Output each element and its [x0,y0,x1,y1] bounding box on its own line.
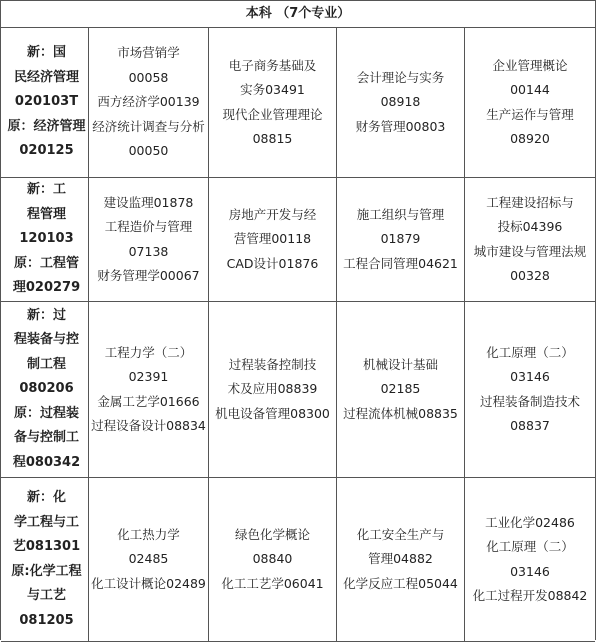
major-name-line: 程080342 [12,454,81,470]
table-row [1,28,595,178]
course-line: 07138 [128,243,169,259]
course-line: 00328 [510,268,550,283]
course-line: 过程装备控制技 [228,356,317,372]
course-line: 00050 [128,143,169,159]
major-name-line: 程装备与控 [13,332,79,348]
course-line: 经济统计调查与分析 [92,118,205,134]
course-line: 化工过程开发08842 [472,588,588,603]
course-line: 化工原理（二） [486,344,574,360]
course-cell [337,178,465,301]
course-cell [209,478,337,641]
course-line: 过程流体机械08835 [343,405,458,421]
major-name-line: 艺081301 [12,539,81,554]
course-cell [465,28,595,177]
course-line: 过程设备设计08834 [91,418,206,433]
major-name-line: 原：工程管 [13,255,79,271]
course-line: 08920 [510,131,550,146]
course-cell [89,178,209,301]
course-line: 现代企业管理理论 [222,106,323,122]
course-line: 化工热力学 [117,526,180,542]
course-cell [337,478,465,641]
major-name-line: 080206 [19,381,74,397]
course-line: 施工组织与管理 [356,206,445,222]
course-cell [89,28,209,177]
major-name-line: 民经济管理 [13,69,79,85]
course-cell [89,478,209,641]
course-cell [465,478,595,641]
major-name-line: 新：过 [26,307,66,323]
course-line: 02485 [128,551,169,567]
major-name-cell [1,178,89,301]
course-line: 工程建设招标与 [486,194,574,210]
course-line: 企业管理概论 [492,57,568,73]
course-line: 工程造价与管理 [104,219,193,234]
course-line: 03146 [510,369,550,384]
course-line: 化工设计概论02489 [91,575,206,591]
course-line: 01879 [380,231,421,247]
course-line: 会计理论与实务 [356,69,445,85]
course-line: 电子商务基础及 [228,57,317,73]
course-line: 财务管理00803 [355,118,446,134]
course-line: 机械设计基础 [362,356,438,372]
course-cell [465,302,595,477]
course-line: 建设监理01878 [103,194,194,210]
course-line: 西方经济学00139 [97,94,200,110]
course-line: 营管理00118 [233,231,312,247]
table-row [1,478,595,642]
course-cell [337,28,465,177]
major-name-cell [1,478,89,641]
course-line: 金属工艺学01666 [97,393,200,409]
course-line: 00058 [128,69,169,85]
course-line: 投标04396 [497,219,563,234]
course-line: 03146 [510,563,550,579]
table-row [1,178,595,302]
course-line: 02185 [380,381,421,397]
course-line: 管理04882 [368,551,433,567]
major-name-line: 新：化 [26,490,66,505]
course-line: 化工安全生产与 [356,526,445,542]
major-name-line: 原:化学工程 [11,563,82,579]
course-line: 房地产开发与经 [228,206,317,222]
major-name-line: 与工艺 [26,588,66,603]
course-line: 财务管理学00067 [97,268,200,283]
major-name-line: 020125 [19,143,74,159]
major-name-line: 学工程与工 [13,514,79,530]
course-line: 08840 [252,551,293,567]
major-name-line: 理020279 [12,280,81,296]
major-name-line: 备与控制工 [13,430,79,446]
course-line: 城市建设与管理法规 [473,243,587,259]
major-name-line: 原：过程装 [13,405,79,421]
major-name-line: 原：经济管理 [7,118,86,134]
course-cell [465,178,595,301]
course-line: 术及应用08839 [227,381,318,397]
course-line: 机电设备管理08300 [215,405,330,421]
major-name-line: 程管理 [26,206,66,222]
major-name-line: 020103T [14,94,79,110]
major-name-line: 新：工 [26,182,66,198]
major-name-line: 081205 [19,612,74,628]
course-line: 08837 [510,418,550,433]
course-line: 工业化学02486 [485,514,575,530]
course-line: 02391 [128,369,169,384]
course-cell [337,302,465,477]
course-line: 工程力学（二） [104,344,193,360]
course-line: CAD设计01876 [226,255,319,271]
major-name-cell [1,28,89,177]
table-header: 本科 （7个专业） [1,1,595,28]
major-name-line: 制工程 [26,356,66,372]
course-line: 实务03491 [240,82,305,97]
table-row [1,302,595,478]
course-line: 市场营销学 [117,45,180,61]
course-cell [209,178,337,301]
course-line: 08815 [252,131,293,146]
course-line: 工程合同管理04621 [343,255,458,271]
course-cell [209,302,337,477]
course-line: 化工原理（二） [486,539,574,554]
course-line: 化工工艺学06041 [221,575,324,591]
course-line: 过程装备制造技术 [479,393,580,409]
course-line: 化学反应工程05044 [343,575,458,591]
course-cell [89,302,209,477]
course-line: 08918 [380,94,421,110]
major-name-line: 新：国 [26,45,66,61]
major-name-cell [1,302,89,477]
course-line: 00144 [510,82,550,97]
course-line: 绿色化学概论 [234,526,310,542]
course-line: 生产运作与管理 [486,106,574,122]
course-cell [209,28,337,177]
major-name-line: 120103 [19,231,74,247]
